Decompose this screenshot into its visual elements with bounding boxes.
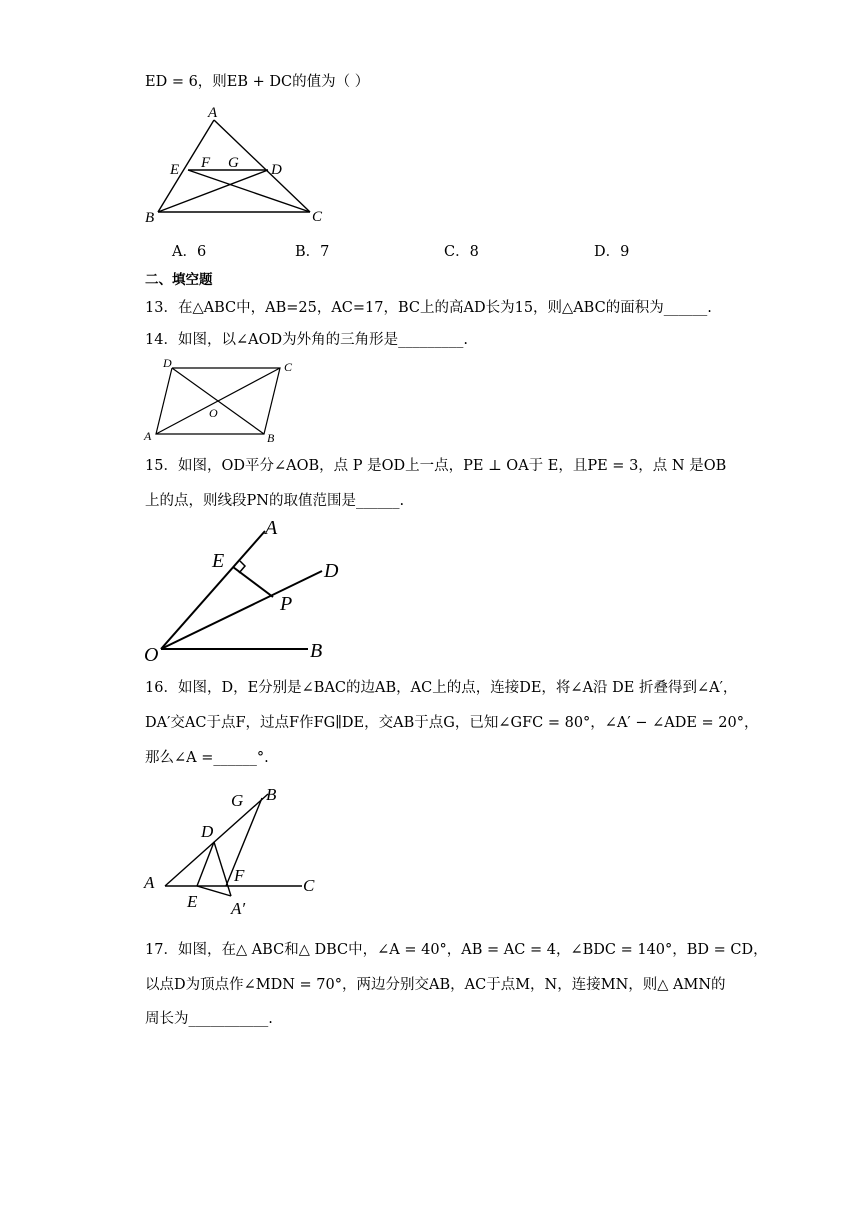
q14-label-d: D bbox=[163, 356, 172, 370]
q12-option-b: B．7 bbox=[295, 244, 330, 260]
q17-text-line2: 以点D为顶点作∠MDN = 70°，两边分别交AB，AC于点M，N，连接MN，则△ AMN的 bbox=[145, 977, 726, 993]
q14-label-o: O bbox=[209, 406, 218, 420]
q12-label-a: A bbox=[208, 105, 218, 121]
q17-text-line1: 17．如图，在△ ABC和△ DBC中，∠A = 40°，AB = AC = 4，∠BDC = 140°，BD = CD， bbox=[145, 942, 768, 958]
section-title: 二、填空题 bbox=[145, 272, 213, 288]
q16-fold-figure bbox=[140, 782, 340, 924]
q14-parallelogram-figure bbox=[140, 356, 310, 446]
q14-label-b: B bbox=[267, 431, 275, 445]
q12-label-g: G bbox=[228, 155, 239, 171]
q12-option-a: A．6 bbox=[172, 244, 207, 260]
q12-option-d: D．9 bbox=[594, 244, 630, 260]
q16-label-a: A bbox=[144, 873, 155, 892]
q14-label-c: C bbox=[284, 360, 293, 374]
q12-question-tail: ED = 6，则EB + DC的值为（ ） bbox=[145, 74, 370, 90]
q12-label-b: B bbox=[145, 210, 155, 226]
q12-label-e: E bbox=[170, 162, 180, 178]
q15-label-d: D bbox=[324, 560, 339, 582]
q12-label-f: F bbox=[201, 155, 211, 171]
q15-text-line2: 上的点，则线段PN的取值范围是______. bbox=[145, 493, 405, 509]
q12-triangle-figure bbox=[140, 104, 340, 229]
q16-label-e: E bbox=[187, 892, 198, 911]
q15-text-line1: 15．如图，OD平分∠AOB，点 P 是OD上一点，PE ⊥ OA于 E，且PE = 3，点 N 是OB bbox=[145, 458, 727, 474]
q16-label-d: D bbox=[201, 822, 214, 841]
q15-label-a: A bbox=[265, 517, 278, 539]
q16-label-b: B bbox=[266, 785, 277, 804]
q15-label-o: O bbox=[144, 644, 159, 666]
q16-text-line1: 16．如图，D，E分别是∠BAC的边AB，AC上的点，连接DE，将∠A沿 DE 折叠得到∠A′， bbox=[145, 680, 738, 696]
q12-label-d: D bbox=[271, 162, 282, 178]
q16-label-g: G bbox=[231, 791, 244, 810]
q15-label-e: E bbox=[212, 550, 225, 572]
q17-text-line3: 周长为___________. bbox=[145, 1011, 273, 1027]
q16-text-line3: 那么∠A =______°. bbox=[145, 750, 269, 766]
q14-label-a: A bbox=[144, 429, 152, 443]
q12-option-c: C．8 bbox=[444, 244, 479, 260]
q16-label-a-prime: A′ bbox=[231, 899, 246, 918]
q12-label-c: C bbox=[312, 209, 323, 225]
q15-label-p: P bbox=[280, 593, 293, 615]
q13-text: 13．在△ABC中，AB=25，AC=17，BC上的高AD长为15，则△ABC的面积为______. bbox=[145, 300, 712, 316]
q15-angle-bisector-figure bbox=[140, 515, 360, 667]
q16-text-line2: DA′交AC于点F，过点F作FG∥DE，交AB于点G，已知∠GFC = 80°，∠A′ − ∠ADE = 20°， bbox=[145, 715, 759, 731]
q14-text: 14．如图，以∠AOD为外角的三角形是_________. bbox=[145, 332, 468, 348]
q16-label-f: F bbox=[234, 866, 245, 885]
q15-label-b: B bbox=[310, 640, 323, 662]
q16-label-c: C bbox=[303, 876, 315, 895]
